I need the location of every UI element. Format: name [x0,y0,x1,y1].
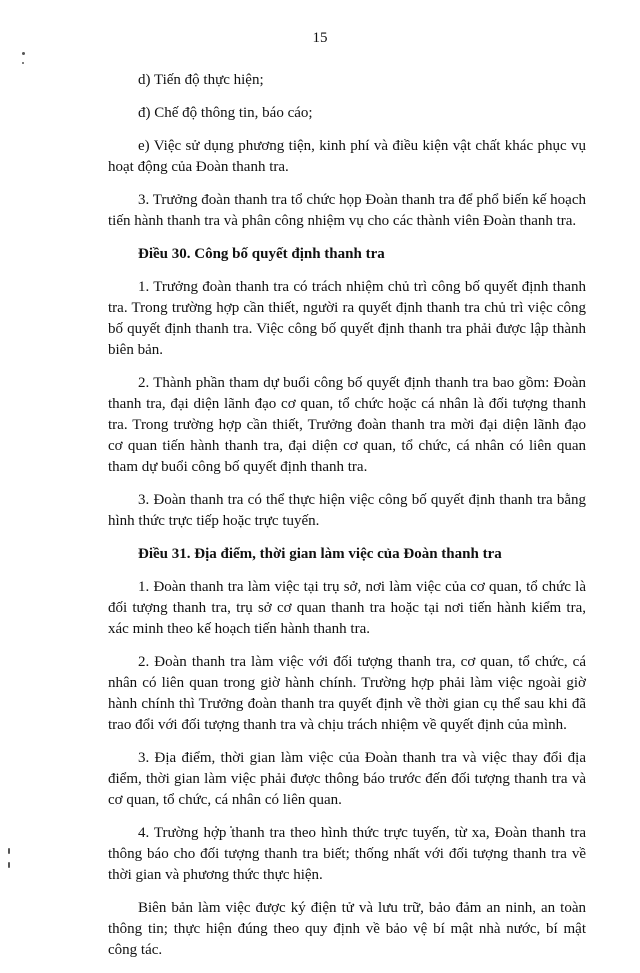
document-body [108,70,586,973]
paragraph-item-dd: đ) Chế độ thông tin, báo cáo; [138,105,313,121]
article-31-clause-3: 3. Địa điểm, thời gian làm việc của Đoàn thanh tra và việc thay đổi địa điểm, thời gian làm việc phải được thông báo trước đến đối tượng thanh tra và cơ quan, tổ chức, cá nhân có liên quan. [108,750,586,808]
paragraph-item-e: e) Việc sử dụng phương tiện, kinh phí và điều kiện vật chất khác phục vụ hoạt động của Đoàn thanh tra. [108,138,586,175]
scan-speck [22,62,24,64]
paragraph-clause-3: 3. Trưởng đoàn thanh tra tổ chức họp Đoàn thanh tra để phổ biến kế hoạch tiến hành thanh tra và phân công nhiệm vụ cho các thành viên Đoàn thanh tra. [108,192,586,229]
paragraph-item-d: d) Tiến độ thực hiện; [138,72,264,88]
article-31-heading: Điều 31. Địa điểm, thời gian làm việc của Đoàn thanh tra [138,546,502,562]
article-30-clause-1: 1. Trưởng đoàn thanh tra có trách nhiệm chủ trì công bố quyết định thanh tra. Trong trường hợp cần thiết, người ra quyết định thanh tra chủ trì việc công bố quyết định thanh tra. Việc công bố quyết định thanh tra phải được lập thành biên bản. [108,279,586,358]
scan-speck [22,52,25,55]
scan-speck [8,862,10,868]
article-30-heading: Điều 30. Công bố quyết định thanh tra [138,246,385,262]
article-31-clause-4: 4. Trường hợp thanh tra theo hình thức trực tuyến, từ xa, Đoàn thanh tra thông báo cho đối tượng thanh tra biết; thống nhất với đối tượng thanh tra về thời gian và phương thức thực hiện. [108,825,586,883]
page-number: 15 [312,30,328,46]
article-31-clause-2: 2. Đoàn thanh tra làm việc với đối tượng thanh tra, cơ quan, tổ chức, cá nhân có liên quan trong giờ hành chính. Trường hợp phải làm việc ngoài giờ hành chính thì Trưởng đoàn thanh tra quyết định về thời gian cụ thể sau khi đã trao đổi với đối tượng thanh tra và chịu trách nhiệm về quyết định của mình. [108,654,586,733]
article-30-clause-2: 2. Thành phần tham dự buổi công bố quyết định thanh tra bao gồm: Đoàn thanh tra, đại diện lãnh đạo cơ quan, tổ chức hoặc cá nhân là đối tượng thanh tra. Trong trường hợp cần thiết, Trưởng đoàn thanh tra mời đại diện lãnh đạo cơ quan tiến hành thanh tra, đại diện cơ quan, tổ chức, cá nhân có liên quan tham dự buổi công bố quyết định thanh tra. [108,375,586,475]
article-31-closing-paragraph: Biên bản làm việc được ký điện tử và lưu trữ, bảo đảm an ninh, an toàn thông tin; thực hiện đúng theo quy định về bảo vệ bí mật nhà nước, bí mật công tác. [108,900,586,958]
scan-speck [8,848,10,854]
article-30-clause-3: 3. Đoàn thanh tra có thể thực hiện việc công bố quyết định thanh tra bằng hình thức trực tiếp hoặc trực tuyến. [108,492,586,529]
article-31-clause-1: 1. Đoàn thanh tra làm việc tại trụ sở, nơi làm việc của cơ quan, tổ chức là đối tượng thanh tra, trụ sở cơ quan thanh tra hoặc tại nơi tiến hành kiểm tra, xác minh theo kế hoạch tiến hành thanh tra. [108,579,586,637]
